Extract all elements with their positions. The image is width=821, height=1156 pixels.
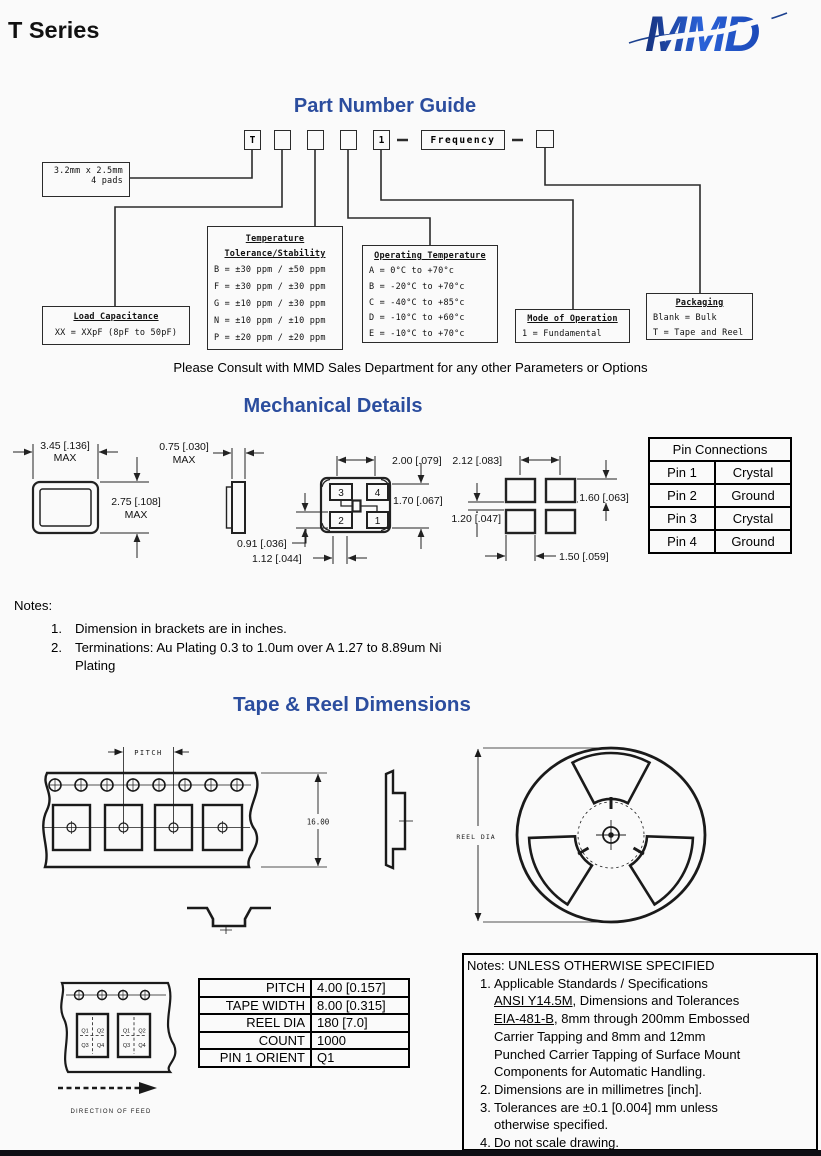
pn-box-package: T [244, 130, 261, 150]
tape-reel-spec-table [198, 978, 410, 1068]
spec-value: 4.00 [0.157] [311, 979, 409, 997]
mechanical-drawings [0, 430, 650, 600]
note-text: Terminations: Au Plating 0.3 to 1.0um over A 1.27 to 8.89um Ni Plating [75, 640, 442, 673]
pin-func-cell: Ground [715, 530, 791, 553]
callout-mode-of-operation [515, 309, 630, 343]
note-number: 2. [480, 1081, 491, 1097]
quadrant-label: Q4 [138, 1043, 146, 1049]
table-row [649, 530, 791, 553]
temperature-line: F = ±30 ppm / ±30 ppm [214, 282, 326, 292]
dim-pad-pitch-x: 2.00 [.079] [392, 455, 442, 467]
temperature-title2: Tolerance/Stability [224, 249, 326, 259]
table-row [199, 1032, 409, 1050]
mechanical-details-heading: Mechanical Details [243, 395, 423, 417]
list-item [467, 1081, 812, 1099]
logo-text: MMD [645, 6, 759, 60]
pad-label-1: 1 [374, 515, 381, 527]
spec-value: 1000 [311, 1032, 409, 1050]
packaging-line: Blank = Bulk [653, 313, 717, 323]
temperature-title1: Temperature [245, 234, 305, 244]
mode-title: Mode of Operation [527, 314, 618, 324]
table-row [199, 1049, 409, 1067]
list-item [467, 975, 812, 1081]
table-row [649, 484, 791, 507]
dim-corner-pad-h: 0.91 [.036] [237, 538, 287, 550]
pn-box-op-temp [340, 130, 357, 150]
tape-and-reel-drawing [35, 735, 821, 935]
temperature-line: G = ±10 ppm / ±30 ppm [214, 299, 326, 309]
pin-func-cell: Crystal [715, 507, 791, 530]
direction-of-feed-label: DIRECTION OF FEED [70, 1109, 152, 1115]
pin-table-header: Pin Connections [649, 438, 791, 461]
callout-package-size [42, 162, 130, 197]
dim-land-pitch-x: 2.12 [.083] [452, 455, 502, 467]
load-cap-title: Load Capacitance [73, 312, 159, 322]
notes-title: Notes: UNLESS OTHERWISE SPECIFIED [467, 958, 715, 973]
op-temp-line: B = -20°C to +70°c [369, 281, 465, 292]
callout-temperature [207, 226, 343, 350]
mech-notes-label: Notes: [14, 598, 53, 613]
callout-load-capacitance [42, 306, 190, 345]
quadrant-label: Q3 [81, 1043, 89, 1049]
dim-max: MAX [172, 454, 196, 466]
tape-height-label: 16.00 [306, 817, 330, 827]
tape-reel-heading: Tape & Reel Dimensions [233, 693, 471, 716]
dim-max: MAX [124, 509, 148, 521]
pin-func-cell: Crystal [715, 461, 791, 484]
pin-func-cell: Ground [715, 484, 791, 507]
note-number: 1. [51, 621, 62, 636]
note-number: 1. [480, 975, 491, 991]
temperature-line: B = ±30 ppm / ±50 ppm [214, 265, 326, 275]
pin-cell: Pin 1 [649, 461, 715, 484]
reel-dia-label: REEL DIA [456, 833, 496, 841]
note-text: Applicable Standards / Specifications ANSI Y14.5M, Dimensions and Tolerances EIA-481-B, 8mm through 200mm Embossed Carrier Tapping and 8mm and 12mm Punched Carrier Tapping of Surface Mount Components for Automatic Handling. [494, 975, 750, 1080]
note-text: Dimension in brackets are in inches. [75, 621, 287, 636]
callout-packaging [646, 293, 753, 340]
list-item [40, 639, 442, 675]
table-row [649, 461, 791, 484]
table-row [199, 997, 409, 1015]
quadrant-label: Q2 [96, 1028, 105, 1035]
spec-value: 180 [7.0] [311, 1014, 409, 1032]
pn-box-tolerance [307, 130, 324, 150]
pad-label-4: 4 [374, 487, 381, 499]
spec-key: PITCH [199, 979, 311, 997]
standard-ansi: ANSI Y14.5M [494, 993, 573, 1009]
temperature-line: N = ±10 ppm / ±10 ppm [214, 316, 326, 326]
list-item [467, 1099, 812, 1134]
mode-line: 1 = Fundamental [522, 329, 602, 339]
mech-notes-list [40, 620, 442, 675]
dim-pad-pitch-y: 1.70 [.067] [393, 495, 443, 507]
note-text: Dimensions are in millimetres [inch]. [494, 1081, 703, 1097]
callout-operating-temperature [362, 245, 498, 343]
dim-body-height: 2.75 [.108] [111, 496, 161, 508]
size-line1: 3.2mm x 2.5mm [53, 166, 123, 176]
spec-key: TAPE WIDTH [199, 997, 311, 1015]
reel-drawing [478, 748, 705, 922]
dim-max: MAX [53, 452, 77, 464]
quadrant-label: Q1 [81, 1028, 89, 1035]
carrier-tape-drawing [43, 747, 413, 934]
tape-reel-notes-box [462, 953, 818, 1151]
pitch-label: PITCH [134, 749, 163, 757]
quadrant-label: Q2 [138, 1028, 146, 1035]
dim-corner-pad-w: 1.12 [.044] [252, 553, 302, 565]
pin-connections-table [648, 437, 792, 554]
spec-value: Q1 [311, 1049, 409, 1067]
note-number: 2. [51, 640, 62, 655]
quadrant-label: Q4 [96, 1043, 105, 1049]
consult-note: Please Consult with MMD Sales Department for any other Parameters or Options [173, 360, 648, 375]
dim-body-width: 3.45 [.136] [40, 440, 90, 452]
spec-key: COUNT [199, 1032, 311, 1050]
packaging-title: Packaging [675, 298, 724, 308]
pn-box-packaging [536, 130, 554, 148]
dim-land-w: 1.50 [.059] [559, 551, 609, 563]
load-cap-line: XX = XXpF (8pF to 50pF) [54, 328, 178, 338]
op-temp-line: A = 0°C to +70°c [369, 266, 455, 276]
pin-cell: Pin 4 [649, 530, 715, 553]
list-item [40, 620, 442, 638]
pn-box-frequency: Frequency [421, 130, 505, 150]
pin1-orientation-drawing [40, 975, 200, 1125]
note-number: 4. [480, 1135, 491, 1151]
size-line2: 4 pads [91, 176, 123, 186]
feed-arrowhead [139, 1082, 157, 1094]
dim-land-h: 1.60 [.063] [579, 492, 629, 504]
spec-value: 8.00 [0.315] [311, 997, 409, 1015]
part-number-guide-heading: Part Number Guide [293, 95, 477, 117]
packaging-line: T = Tape and Reel [653, 327, 744, 338]
spec-key: PIN 1 ORIENT [199, 1049, 311, 1067]
pn-box-load-cap [274, 130, 291, 150]
note-text: Tolerances are ±0.1 [0.004] mm unless otherwise specified. [494, 1099, 718, 1133]
table-row [199, 1014, 409, 1032]
mmd-logo [627, 6, 789, 60]
tape-cross-section [187, 908, 271, 926]
note-number: 3. [480, 1099, 491, 1115]
dim-body-thickness: 0.75 [.030] [159, 441, 209, 453]
op-temp-title: Operating Temperature [374, 251, 486, 261]
note-text: Do not scale drawing. [494, 1135, 620, 1151]
table-row [199, 979, 409, 997]
page-title: T Series [8, 17, 100, 43]
pin-cell: Pin 3 [649, 507, 715, 530]
temperature-line: P = ±20 ppm / ±20 ppm [214, 333, 326, 343]
pin-cell: Pin 2 [649, 484, 715, 507]
quadrant-label: Q3 [122, 1043, 131, 1049]
op-temp-line: E = -10°C to +70°c [369, 329, 465, 340]
table-row [649, 507, 791, 530]
op-temp-line: C = -40°C to +85°c [369, 297, 465, 308]
dim-land-gap: 1.20 [.047] [451, 513, 501, 525]
standard-eia: EIA-481-B [494, 1011, 554, 1027]
footer-bar [0, 1150, 821, 1156]
pad-label-3: 3 [338, 487, 344, 499]
quadrant-label: Q1 [122, 1028, 131, 1035]
tape-side-profile [386, 771, 405, 868]
pad-label-2: 2 [338, 515, 344, 527]
pn-box-mode: 1 [373, 130, 390, 150]
op-temp-line: D = -10°C to +60°c [369, 313, 465, 324]
spec-key: REEL DIA [199, 1014, 311, 1032]
